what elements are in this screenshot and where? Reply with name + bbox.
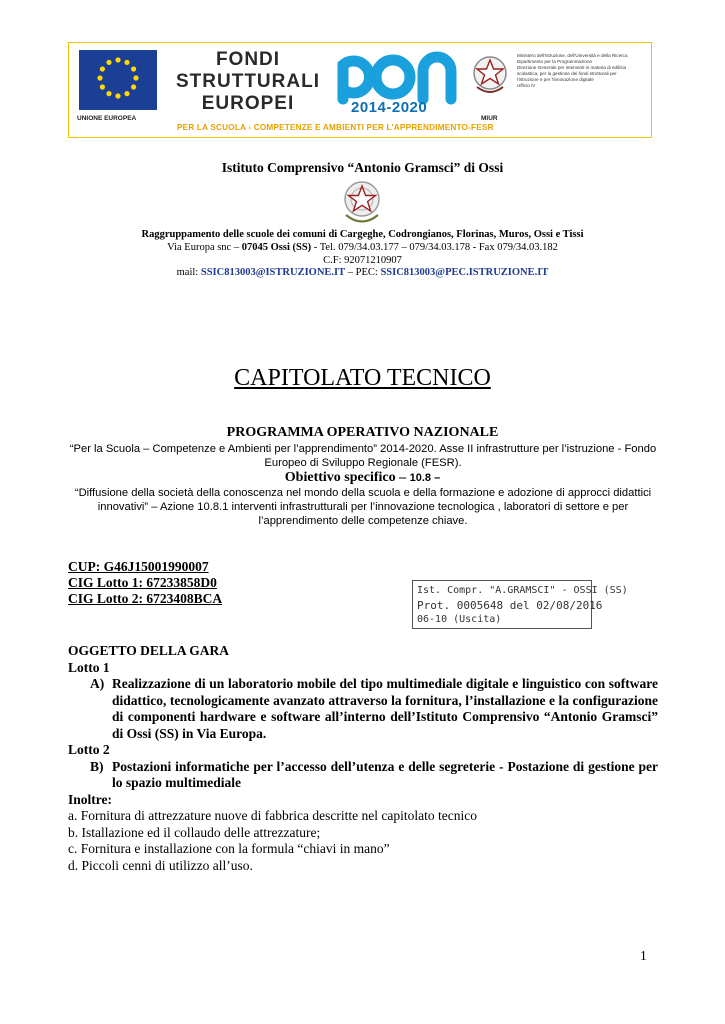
oggetto-section	[68, 643, 658, 874]
cig-lotto-1: CIG Lotto 1: 67233858D0	[68, 575, 217, 590]
item-text: Postazioni informatiche per l’accesso dell’utenza e delle segreterie - Postazione di gestione per lo spazio multimediale	[112, 758, 658, 790]
list-item: b. Istallazione ed il collaudo delle attrezzature;	[68, 824, 321, 840]
lotto-2-item	[90, 759, 658, 792]
school-grouping: Raggruppamento delle scuole dei comuni di Cargeghe, Codrongianos, Florinas, Muros, Ossi e Tissi	[141, 229, 584, 240]
miur-line: scolastica, per la gestione dei fondi strutturali per	[517, 71, 617, 76]
miur-label: MIUR	[481, 115, 498, 122]
miur-line: Dipartimento per la Programmazione	[517, 59, 593, 64]
pon-banner	[68, 42, 652, 138]
address-text: Via Europa snc –	[167, 242, 242, 253]
italian-republic-emblem-icon	[471, 53, 509, 97]
list-item: a. Fornitura di attrezzature nuove di fabbrica descritte nel capitolato tecnico	[68, 808, 477, 823]
eu-flag-icon	[79, 50, 157, 110]
address-city: 07045 Ossi (SS)	[241, 242, 312, 253]
obiettivo-label: Obiettivo specifico –	[284, 470, 410, 485]
oggetto-heading: OGGETTO DELLA GARA	[68, 643, 230, 658]
programma-description: “Per la Scuola – Competenze e Ambienti per l’apprendimento” 2014-2020. Asse II infrastrutture per l’istruzione - Fondo Europeo di Sviluppo Regionale (FESR).	[69, 443, 657, 469]
inoltre-label: Inoltre:	[68, 791, 112, 807]
school-contacts	[0, 267, 725, 278]
stamp-classification: 06-10 (Uscita)	[417, 614, 502, 625]
document-title: CAPITOLATO TECNICO	[234, 365, 491, 391]
list-item: d. Piccoli cenni di utilizzo all’uso.	[68, 857, 253, 873]
mail-address: SSIC813003@ISTRUZIONE.IT	[200, 267, 346, 278]
eu-label: UNIONE EUROPEA	[77, 115, 137, 122]
miur-line: Ufficio IV	[517, 83, 536, 88]
mail-label: mail:	[176, 267, 201, 278]
protocol-stamp	[412, 580, 628, 629]
school-fiscal-code: C.F: 92071210907	[323, 255, 402, 266]
banner-strip-text: PER LA SCUOLA - COMPETENZE E AMBIENTI PER L'APPRENDIMENTO-FESR	[177, 123, 494, 132]
list-item: c. Fornitura e installazione con la formula “chiavi in mano”	[68, 841, 390, 856]
miur-line: l'istruzione e per l'innovazione digitale	[517, 77, 594, 82]
fondi-strutturali-wordmark	[173, 49, 323, 115]
fondi-line: FONDI	[215, 49, 281, 70]
lotto-2-label: Lotto 2	[68, 742, 110, 757]
obiettivo-description: “Diffusione della società della conoscenza nel mondo della scuola e della formazione e adozione di approcci didattici innovativi” – Azione 10.8.1 interventi infrastrutturali per l’innovazione tecnologica , laboratori di settore e per l’apprendimento delle competenze chiave.	[74, 487, 652, 527]
cup-code: CUP: G46J15001990007	[68, 559, 209, 574]
cig-lotto-2: CIG Lotto 2: 6723408BCA	[68, 591, 223, 606]
miur-line: Direzione Generale per interventi in materia di edilizia	[517, 65, 627, 70]
address-phones: - Tel. 079/34.03.177 – 079/34.03.178 - Fax 079/34.03.182	[311, 242, 558, 253]
miur-description	[517, 53, 651, 89]
italian-republic-emblem-icon	[339, 178, 385, 226]
lotto-1-label: Lotto 1	[68, 659, 110, 675]
item-letter: B)	[90, 758, 104, 774]
item-letter: A)	[90, 676, 105, 691]
obiettivo-code: 10.8 –	[409, 472, 441, 484]
school-name: Istituto Comprensivo “Antonio Gramsci” di Ossi	[221, 160, 504, 175]
fondi-line: STRUTTURALI	[176, 71, 320, 92]
miur-line: Ministero dell'Istruzione, dell'Università e della Ricerca	[517, 53, 628, 58]
stamp-protocol: Prot. 0005648 del 02/08/2016	[417, 598, 603, 612]
school-address	[0, 242, 725, 253]
programma-heading: PROGRAMMA OPERATIVO NAZIONALE	[226, 425, 499, 440]
page-number: 1	[640, 948, 647, 963]
item-text: Realizzazione di un laboratorio mobile del tipo multimediale digitale e linguistico con software didattico, tecnologicamente avanzato attraverso la fornitura, l’installazione e la configurazione di componenti hardware e software all’interno dell’Istituto Comprensivo “Antonio Gramsci” di Ossi (SS) in Via Europa.	[112, 676, 658, 741]
pec-label: – PEC:	[345, 267, 381, 278]
procurement-codes	[68, 559, 222, 607]
lotto-1-item	[90, 676, 658, 742]
stamp-institute: Ist. Compr. "A.GRAMSCI" - OSSI (SS)	[417, 585, 628, 596]
obiettivo-heading	[0, 470, 725, 486]
pec-address: SSIC813003@PEC.ISTRUZIONE.IT	[380, 267, 549, 278]
pon-years: 2014-2020	[351, 99, 428, 116]
fondi-line: EUROPEI	[201, 93, 295, 114]
